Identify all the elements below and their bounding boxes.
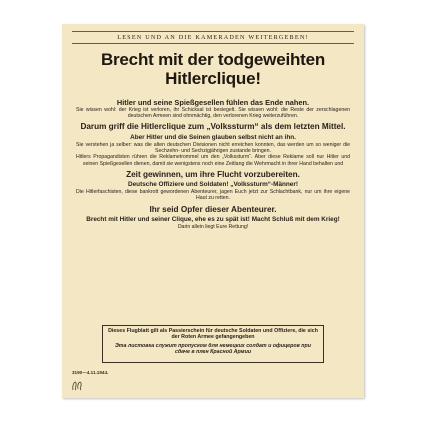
leaflet-title (70, 50, 356, 88)
handwritten-mark-icon (70, 377, 84, 393)
leaflet-page (62, 24, 364, 398)
body-heading: Darum griff die Hitlerclique zum „Volkssturm“ als dem letzten Mittel. (80, 122, 346, 132)
body-paragraph: Hitlers Propagandisten rühren die Reklametrommel um den „Volkssturm“. Aber diese Reklame soll nur Hitler und seinen Spießgesellen dienen, damit sie wenigstens noch eine Zeitlang die Wehrmacht in ihrer Hand behalten und (76, 154, 350, 167)
header-banner: LESEN UND AN DIE KAMERADEN WEITERGEBEN! (72, 31, 354, 44)
body-heading: Deutsche Offiziere und Soldaten! „Volkssturm“-Männer! (128, 181, 298, 189)
safe-conduct-box (102, 325, 324, 363)
body-paragraph: Darin allein liegt Eure Rettung! (177, 224, 249, 231)
body-paragraph: Die Hitlerfaschisten, diese bankrott gewordenen Abenteurer, jagen Euch jetzt zur Schlachtbank, nur um ihre eigene Haut zu retten. (76, 189, 350, 202)
title-line-2: Hitlerclique! (165, 69, 261, 88)
body-heading: Zeit gewinnen, um ihre Flucht vorzubereiten. (126, 169, 300, 179)
body-paragraph: Sie verstehen ja selber: was die alten deutschen Divisionen nicht erreichen konnten, das werden um so weniger die Sechzehn- und Sechzigjährigen zustande bringen. (76, 141, 350, 155)
safe-conduct-russian: Эта листовка служит пропуском для немецких солдат и офицеров при сдаче в плен Красной Армии (115, 342, 311, 356)
body-heading: Hitler und seine Spießgesellen fühlen das Ende nahen. (116, 98, 310, 107)
body-heading: Aber Hitler und die Seinen glauben selbst nicht an ihn. (130, 133, 296, 141)
safe-conduct-german: Dieses Flugblatt gilt als Passierschein für deutsche Soldaten und Offiziere, die sich der Roten Armee gefangengeben (108, 328, 318, 341)
title-line-1: Brecht mit der todgeweihten (100, 50, 326, 69)
body-heading: Ihr seid Opfer dieser Abenteurer. (149, 204, 277, 214)
print-code: 3190—4.11.1944. (72, 370, 109, 375)
body-heading: Brecht mit Hitler und seiner Clique, ehe es zu spät ist! Macht Schluß mit dem Krieg! (86, 216, 340, 224)
leaflet-body (76, 96, 350, 230)
body-paragraph: Sie wissen wohl: der Krieg ist verloren, ihr Schicksal ist besiegelt. Sie wissen wohl: die Reste der zerschlagenen deutschen Armeen sind ohnmächtig, den verlorenen Krieg weiterzuführen. (76, 107, 350, 120)
